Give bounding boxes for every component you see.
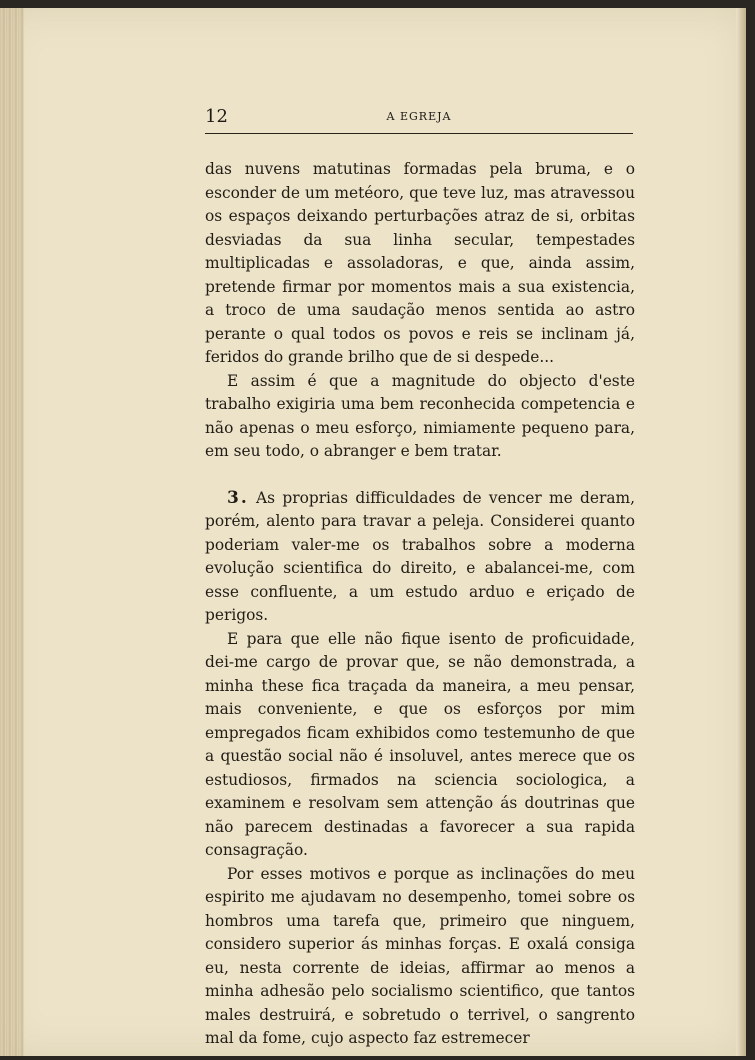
page-number: 12 <box>205 106 228 127</box>
section-paragraph <box>205 487 635 628</box>
running-title: A EGREJA <box>386 110 452 123</box>
page-header <box>205 100 633 130</box>
header-rule <box>205 133 633 134</box>
book-page <box>0 8 746 1056</box>
page-right-edge <box>736 8 746 1056</box>
paragraph: E para que elle não fique isento de proficuidade, dei-me cargo de provar que, se não demonstrada, a minha these fica traçada da maneira, a meu pensar, mais conveniente, e que os esforços por mim empregados ficam exhibidos como testemunho de que a questão social não é insoluvel, antes merece que os estudiosos, firmados na sciencia sociologica, a examinem e resolvam sem attenção ás doutrinas que não parecem destinadas a favorecer a sua rapida consagração. <box>205 629 635 859</box>
paragraph: Por esses motivos e porque as inclinações do meu espirito me ajudavam no desempenho, tomei sobre os hombros uma tarefa que, primeiro que ninguem, considero superior ás minhas forças. E oxalá consiga eu, nesta corrente de ideias, affirmar ao menos a minha adhesão pelo socialismo scientifico, que tantos males destruirá, e sobretudo o terrivel, o sangrento mal da fome, cujo aspecto faz estremecer <box>205 864 635 1047</box>
section-paragraph-text: As proprias difficuldades de vencer me deram, porém, alento para travar a peleja. Considerei quanto poderiam valer-me os trabalhos sobre a moderna evolução scientifica do direito, e abalancei-me, com esse confluente, a um estudo arduo e eriçado de perigos. <box>205 488 635 624</box>
page-binding-edge <box>0 8 24 1056</box>
paragraph: E assim é que a magnitude do objecto d'este trabalho exigiria uma bem reconhecida competencia e não apenas o meu esforço, nimiamente pequeno para, em seu todo, o abranger e bem tratar. <box>205 371 635 460</box>
body-text <box>205 158 635 1051</box>
paragraph-continued: das nuvens matutinas formadas pela bruma, e o esconder de um metéoro, que teve luz, mas atravessou os espaços deixando perturbações atraz de si, orbitas desviadas da sua linha secular, tempestades multiplicadas e assoladoras, e que, ainda assim, pretende firmar por momentos mais a sua existencia, a troco de uma saudação menos sentida ao astro perante o qual todos os povos e reis se inclinam já, feridos do grande brilho que de si despede... <box>205 160 635 366</box>
section-number: 3. <box>227 487 249 508</box>
